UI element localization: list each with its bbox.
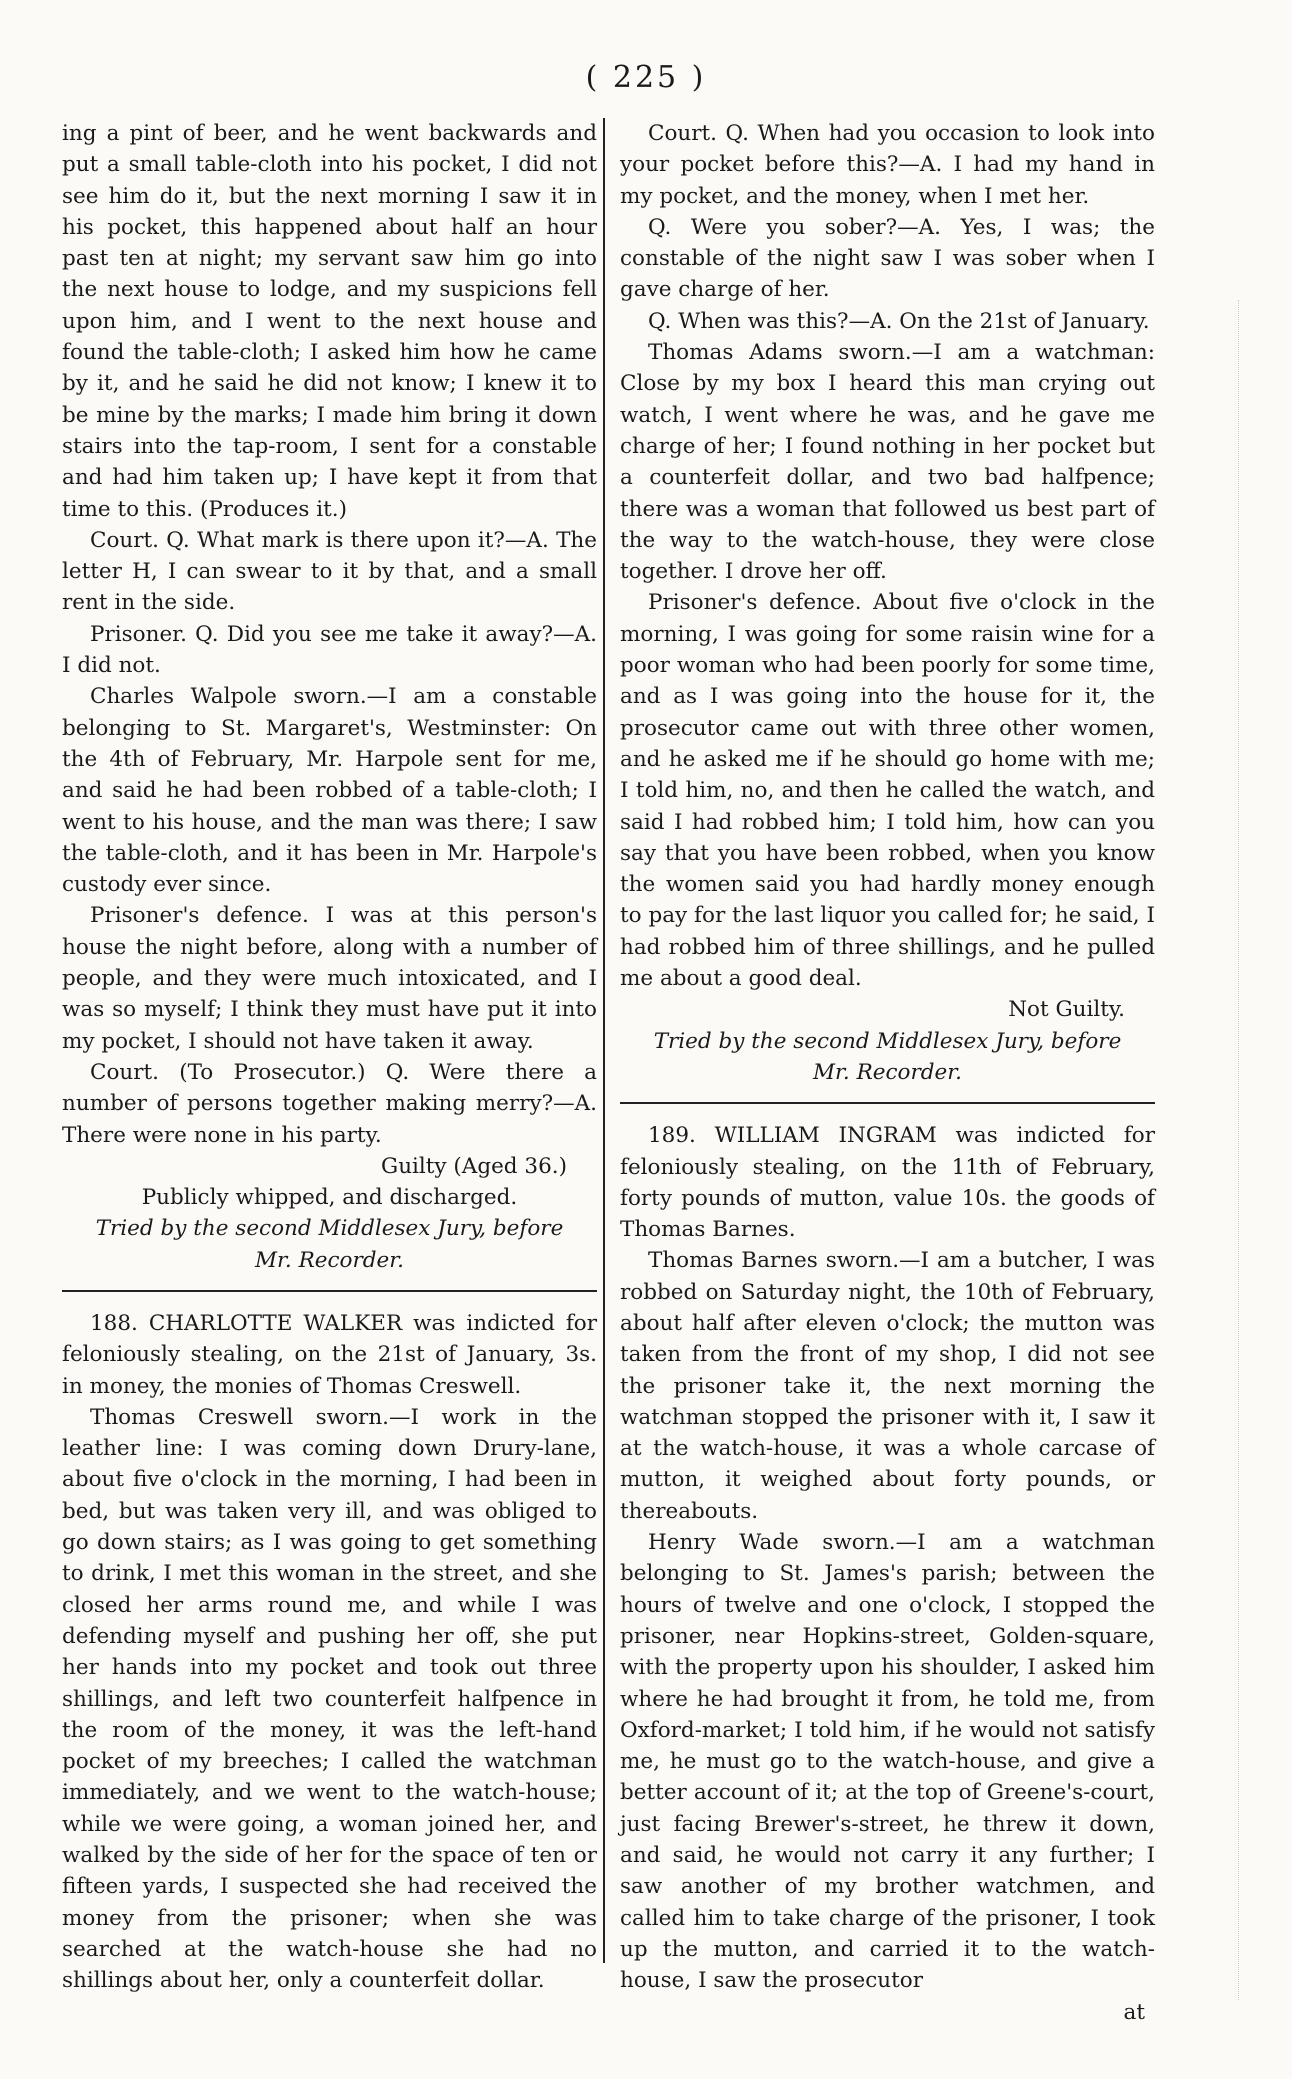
case-separator (620, 1102, 1155, 1104)
tried-by-line: Tried by the second Middlesex Jury, before (95, 1216, 564, 1242)
right-column (620, 118, 1155, 2028)
case-heading: 188. CHARLOTTE WALKER was indicted for feloniously stealing, on the 21st of January, 3s. in money, the monies of Thomas Creswell. (62, 1310, 597, 1399)
tried-by-recorder: Mr. Recorder. (812, 1059, 962, 1085)
paragraph: Thomas Adams sworn.—I am a watchman: Close by my box I heard this man crying out watch, I went where he was, and he gave me charge of her; I found nothing in her pocket but a counterfeit dollar, and two bad halfpence; there was a woman that followed us best part of the way to the watch-house, they were close together. I drove her off. (620, 340, 1155, 585)
case-heading: 189. WILLIAM INGRAM was indicted for feloniously stealing, on the 11th of February, forty pounds of mutton, value 10s. the goods of Thomas Barnes. (620, 1123, 1155, 1243)
paragraph: ing a pint of beer, and he went backwards and put a small table-cloth into his pocket, I did not see him do it, but the next morning I saw it in his pocket, this happened about half an hour past ten at night; my servant saw him go into the next house to lodge, and my suspicions fell upon him, and I went to the next house and found the table-cloth; I asked him how he came by it, and he said he did not know; I knew it to be mine by the marks; I made him bring it down stairs into the tap-room, I sent for a constable and had him taken up; I have kept it from that time to this. (Produces it.) (62, 121, 597, 522)
catchword: at (1123, 1999, 1145, 2025)
paragraph: Prisoner's defence. About five o'clock in the morning, I was going for some raisin wine for a poor woman who had been poorly for some time, and as I was going into the house for it, the prosecutor came out with three other women, and he asked me if he should go home with me; I told him, no, and then he called the watch, and said I had robbed him; I told him, how can you say that you have been robbed, when you know the women said you had hardly money enough to pay for the last liquor you called for; he said, I had robbed him of three shillings, and he pulled me about a good deal. (620, 590, 1155, 992)
paragraph: Thomas Creswell sworn.—I work in the leather line: I was coming down Drury-lane, about five o'clock in the morning, I had been in bed, but was taken very ill, and was obliged to go down stairs; as I was going to get something to drink, I met this woman in the street, and she closed her arms round me, and while I was defending myself and pushing her off, she put her hands into my pocket and took out three shillings, and left two counterfeit halfpence in the room of the money, it was the left-hand pocket of my breeches; I called the watchman immediately, and we went to the watch-house; while we were going, a woman joined her, and walked by the side of her for the space of ten or fifteen yards, I suspected she had received the money from the prisoner; when she was searched at the watch-house she had no shillings about her, only a counterfeit dollar. (62, 1404, 597, 1994)
left-column (62, 118, 597, 1997)
paragraph: Thomas Barnes sworn.—I am a butcher, I was robbed on Saturday night, the 10th of February, about half after eleven o'clock; the mutton was taken from the front of my shop, I did not see the prisoner take it, the next morning the watchman stopped the prisoner with it, I saw it at the watch-house, it was a whole carcase of mutton, it weighed about forty pounds, or thereabouts. (620, 1248, 1155, 1524)
paragraph: Henry Wade sworn.—I am a watchman belonging to St. James's parish; between the hours of twelve and one o'clock, I stopped the prisoner, near Hopkins-street, Golden-square, with the property upon his shoulder, I asked him where he had brought it from, he told me, from Oxford-market; I told him, if he would not satisfy me, he must go to the watch-house, and give a better account of it; at the top of Greene's-court, just facing Brewer's-street, he threw it down, and said, he would not carry it any further; I saw another of my brother watchmen, and called him to take charge of the prisoner, I took up the mutton, and carried it to the watch-house, I saw the prosecutor (620, 1530, 1155, 1994)
sentence: Publicly whipped, and discharged. (141, 1185, 518, 1211)
paragraph: Court. Q. When had you occasion to look into your pocket before this?—A. I had my hand in my pocket, and the money, when I met her. (620, 121, 1155, 209)
paragraph: Prisoner. Q. Did you see me take it away?—A. I did not. (62, 621, 597, 679)
margin-bleed-marks (1238, 300, 1259, 2000)
paragraph: Court. Q. What mark is there upon it?—A. The letter H, I can swear to it by that, and a small rent in the side. (62, 527, 597, 616)
verdict: Not Guilty. (1008, 997, 1125, 1023)
paragraph: Charles Walpole sworn.—I am a constable belonging to St. Margaret's, Westminster: On the 4th of February, Mr. Harpole sent for me, and said he had been robbed of a table-cloth; I went to his house, and the man was there; I saw the table-cloth, and it has been in Mr. Harpole's custody ever since. (62, 684, 597, 898)
paragraph: Court. (To Prosecutor.) Q. Were there a number of persons together making merry?—A. There were none in his party. (62, 1059, 597, 1148)
case-separator (62, 1290, 597, 1292)
paragraph: Q. Were you sober?—A. Yes, I was; the constable of the night saw I was sober when I gave charge of her. (620, 214, 1155, 303)
column-rule (603, 118, 605, 1963)
paragraph: Prisoner's defence. I was at this person's house the night before, along with a number of people, and they were much intoxicated, and I was so myself; I think they must have put it into my pocket, I should not have taken it away. (62, 903, 597, 1054)
tried-by-line: Tried by the second Middlesex Jury, before (653, 1028, 1122, 1054)
page-number: ( 225 ) (585, 60, 707, 95)
paragraph: Q. When was this?—A. On the 21st of January. (648, 308, 1150, 334)
verdict: Guilty (Aged 36.) (381, 1153, 567, 1179)
tried-by-recorder: Mr. Recorder. (254, 1247, 404, 1273)
